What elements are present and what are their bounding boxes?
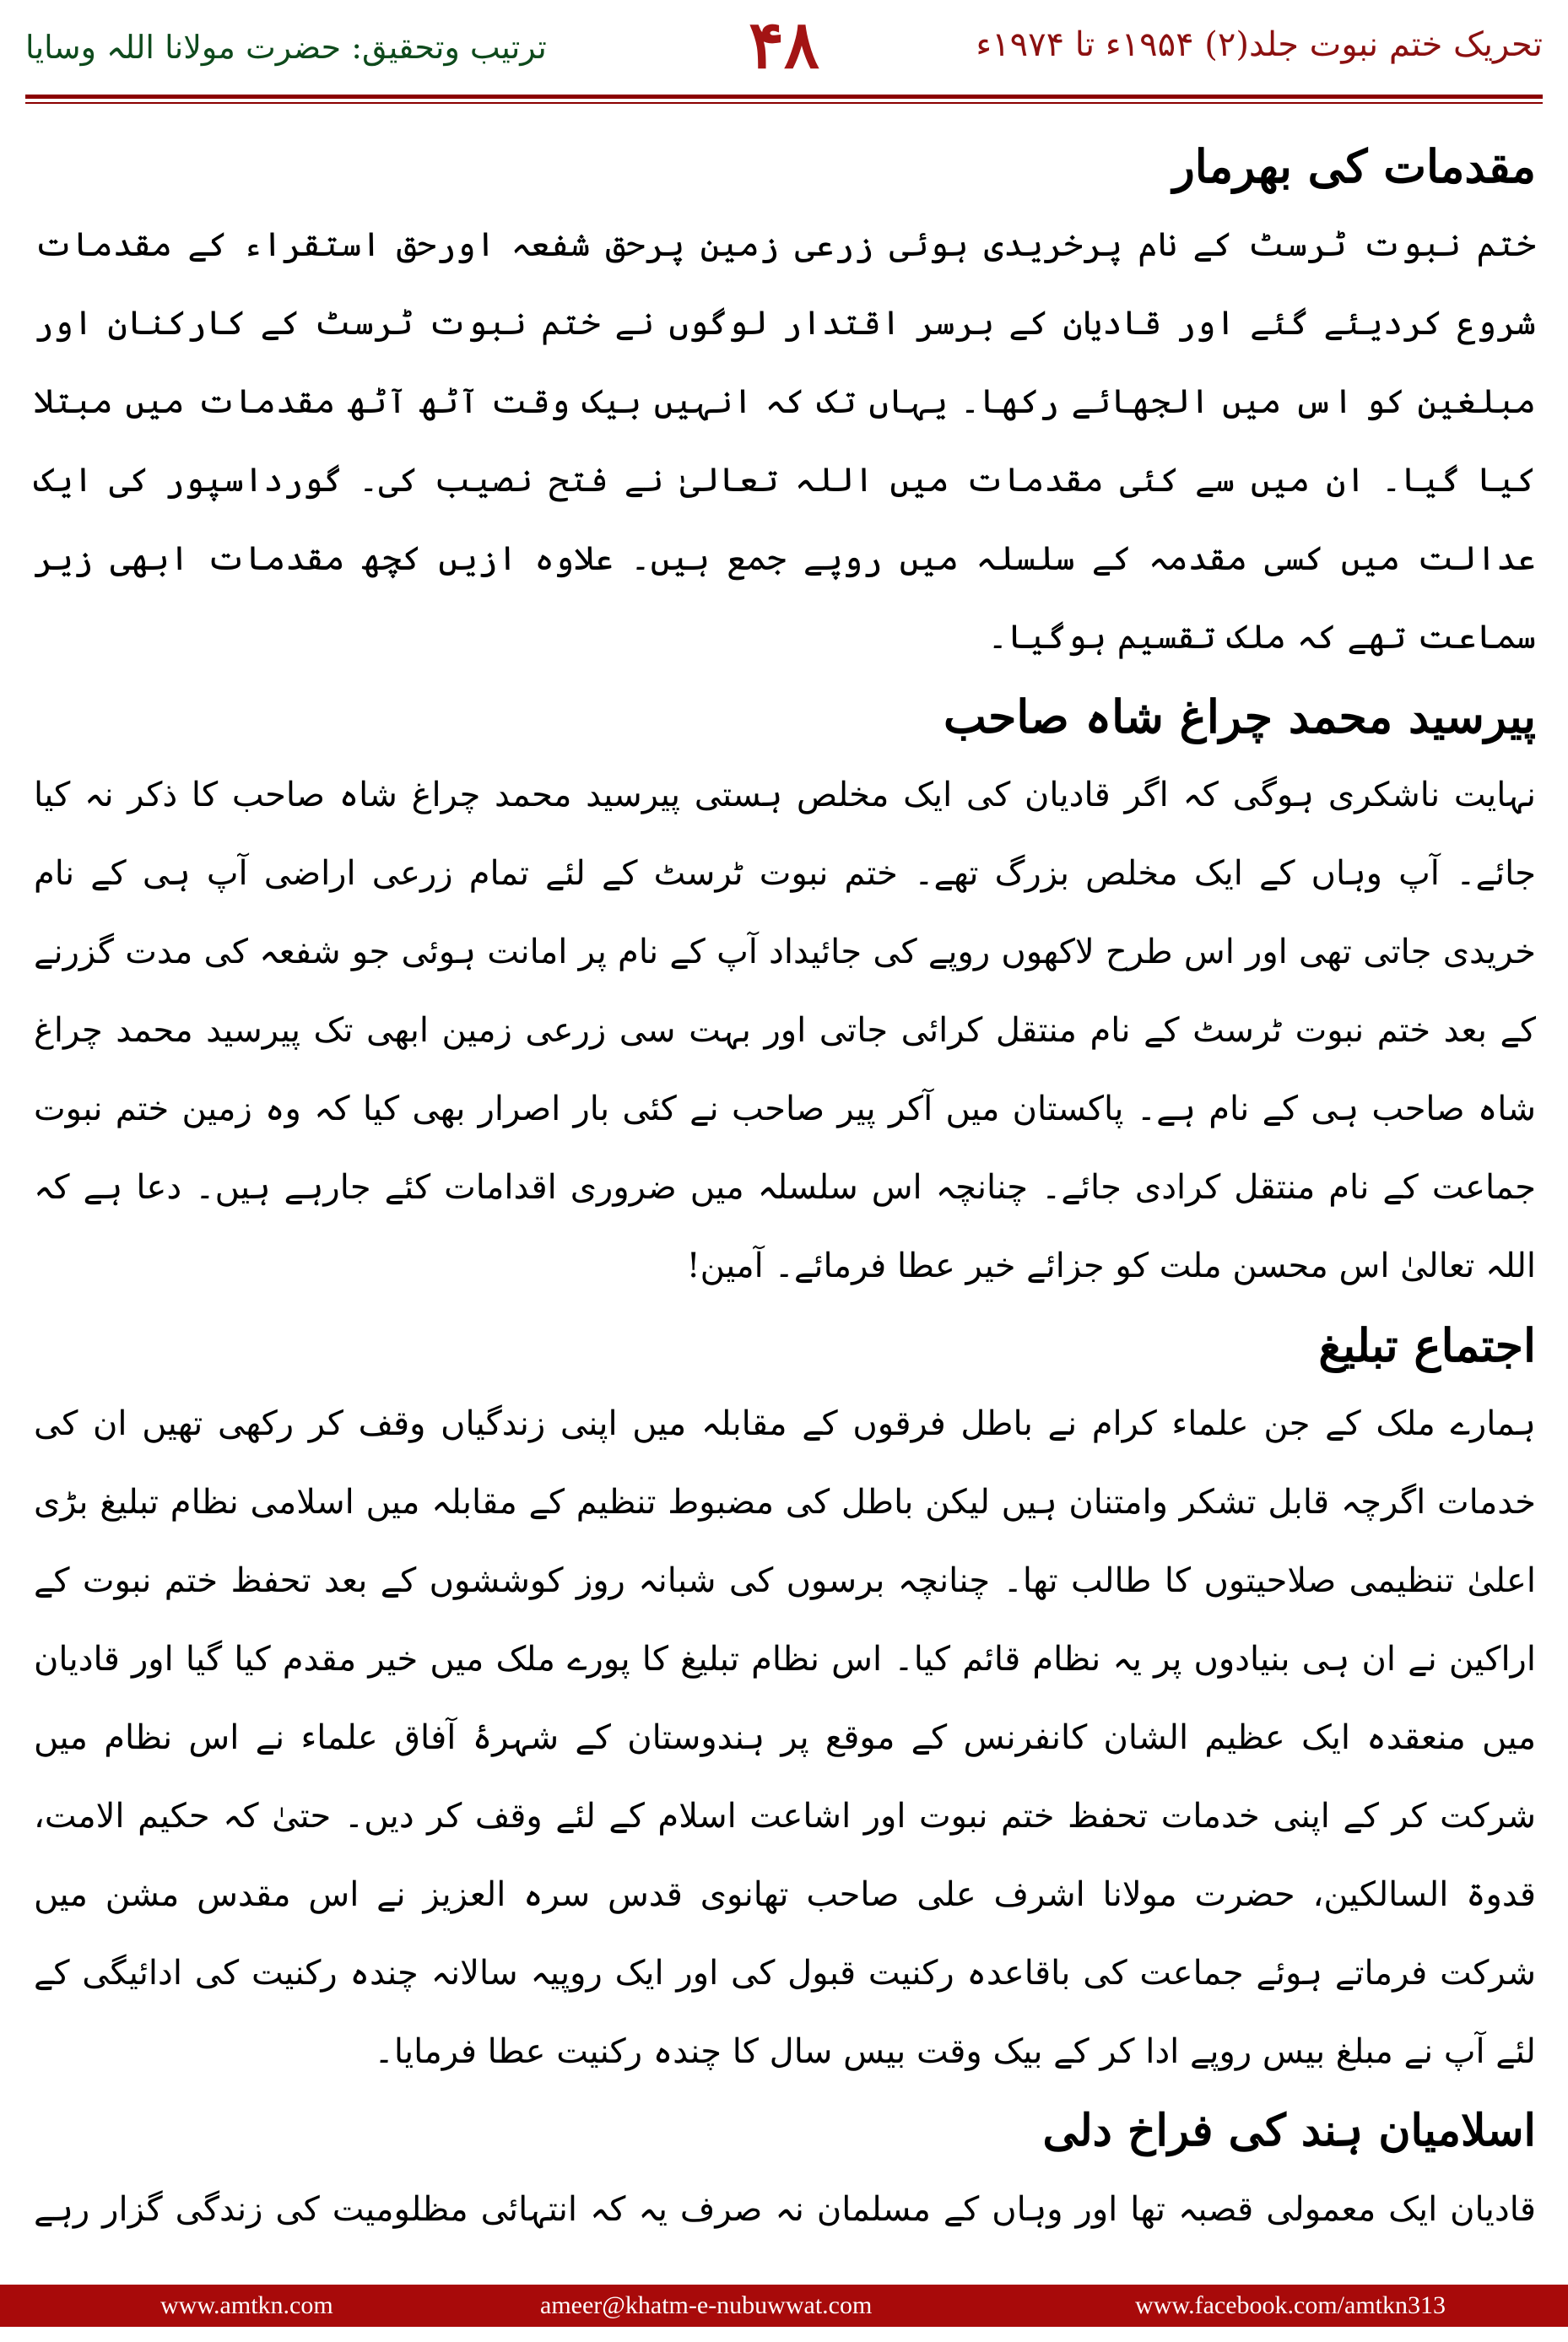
section-heading-cases: مقدمات کی بھرمار [1172, 139, 1536, 193]
section-body-pir-syed: نہایت ناشکری ہوگی کہ اگر قادیان کی ایک مخلص ہستی پیرسید محمد چراغ شاہ صاحب کا ذکر نہ کیا جائے۔ آپ وہاں کے ایک مخلص بزرگ تھے۔ ختم نبوت ٹرسٹ کے لئے تمام زرعی اراضی آپ ہی کے نام خریدی جاتی تھی اور اس طرح لاکھوں روپے کی جائیداد آپ کے نام پر امانت ہوئی جو شفعہ کی مدت گزرنے کے بعد ختم نبوت ٹرسٹ کے نام منتقل کرائی جاتی اور بہت سی زرعی زمین ابھی تک پیرسید محمد چراغ شاہ صاحب ہی کے نام ہے۔ پاکستان میں آکر پیر صاحب نے کئی بار اصرار بھی کیا کہ وہ زمین ختم نبوت جماعت کے نام منتقل کرادی جائے۔ چنانچہ اس سلسلہ میں ضروری اقدامات کئے جارہے ہیں۔ دعا ہے کہ اللہ تعالیٰ اس محسن ملت کو جزائے خیر عطا فرمائے۔ آمین! [34, 776, 1536, 1285]
section-body-generosity: قادیان ایک معمولی قصبہ تھا اور وہاں کے مسلمان نہ صرف یہ کہ انتہائی مظلومیت کی زندگی گزار رہے [34, 2190, 1536, 2229]
book-title: تحریک ختم نبوت جلد(۲) ۱۹۵۴ء تا ۱۹۷۴ء [976, 25, 1543, 64]
section-heading-pir-syed: پیرسید محمد چراغ شاہ صاحب [944, 690, 1536, 744]
section-body-cases: ختم نبوت ٹرسٹ کے نام پرخریدی ہوئی زرعی زمین پرحق شفعہ اورحق استقراء کے مقدمات شروع کردیئے گئے اور قادیان کے برسر اقتدار لوگوں نے ختم نبوت ٹرسٹ کے کارکنان اور مبلغین کو اس میں الجھائے رکھا۔ یہاں تک کہ انہیں بیک وقت آٹھ آٹھ مقدمات میں مبتلا کیا گیا۔ ان میں سے کئی مقدمات میں اللہ تعالیٰ نے فتح نصیب کی۔ گورداسپور کی ایک عدالت میں کسی مقدمہ کے سلسلہ میں روپے جمع ہیں۔ علاوہ ازیں کچھ مقدمات ابھی زیر سماعت تھے کہ ملک تقسیم ہوگیا۔ [34, 225, 1536, 657]
footer-facebook-link[interactable]: www.facebook.com/amtkn313 [1135, 2291, 1446, 2319]
section-heading-generosity: اسلامیان ہند کی فراخ دلی [1042, 2105, 1536, 2156]
footer-email-link[interactable]: ameer@khatm-e-nubuwwat.com [540, 2291, 873, 2319]
page-number: ۴۸ [749, 7, 819, 84]
page-content [34, 127, 1536, 2237]
header-rule-thin [25, 102, 1543, 104]
editor-credit: ترتیب وتحقیق: حضرت مولانا اللہ وسایا [25, 29, 547, 66]
footer-website-link[interactable]: www.amtkn.com [160, 2291, 333, 2319]
section-body-tabligh: ہمارے ملک کے جن علماء کرام نے باطل فرقوں کے مقابلہ میں اپنی زندگیاں وقف کر رکھی تھیں ان کی خدمات اگرچہ قابل تشکر وامتنان ہیں لیکن باطل کی مضبوط تنظیم کے مقابلہ میں اسلامی نظام تبلیغ بڑی اعلیٰ تنظیمی صلاحیتوں کا طالب تھا۔ چنانچہ برسوں کی شبانہ روز کوششوں کے بعد تحفظ ختم نبوت کے اراکین نے ان ہی بنیادوں پر یہ نظام قائم کیا۔ اس نظام تبلیغ کا پورے ملک میں خیر مقدم کیا گیا اور قادیان میں منعقدہ ایک عظیم الشان کانفرنس کے موقع پر ہندوستان کے شہرۂ آفاق علماء نے اس نظام میں شرکت کر کے اپنی خدمات تحفظ ختم نبوت اور اشاعت اسلام کے لئے وقف کر دیں۔ حتیٰ کہ حکیم الامت، قدوۃ السالکین، حضرت مولانا اشرف علی صاحب تھانوی قدس سرہ العزیز نے اس مقدس مشن میں شرکت فرماتے ہوئے جماعت کی باقاعدہ رکنیت قبول کی اور ایک روپیہ سالانہ چندہ رکنیت کی ادائیگی کے لئے آپ نے مبلغ بیس روپے ادا کر کے بیک وقت بیس سال کا چندہ رکنیت عطا فرمایا۔ [34, 1404, 1536, 2071]
page-footer [0, 2285, 1568, 2327]
header-rule-thick [25, 95, 1543, 99]
section-heading-tabligh: اجتماع تبلیغ [1318, 1318, 1536, 1372]
page-header [0, 0, 1568, 101]
